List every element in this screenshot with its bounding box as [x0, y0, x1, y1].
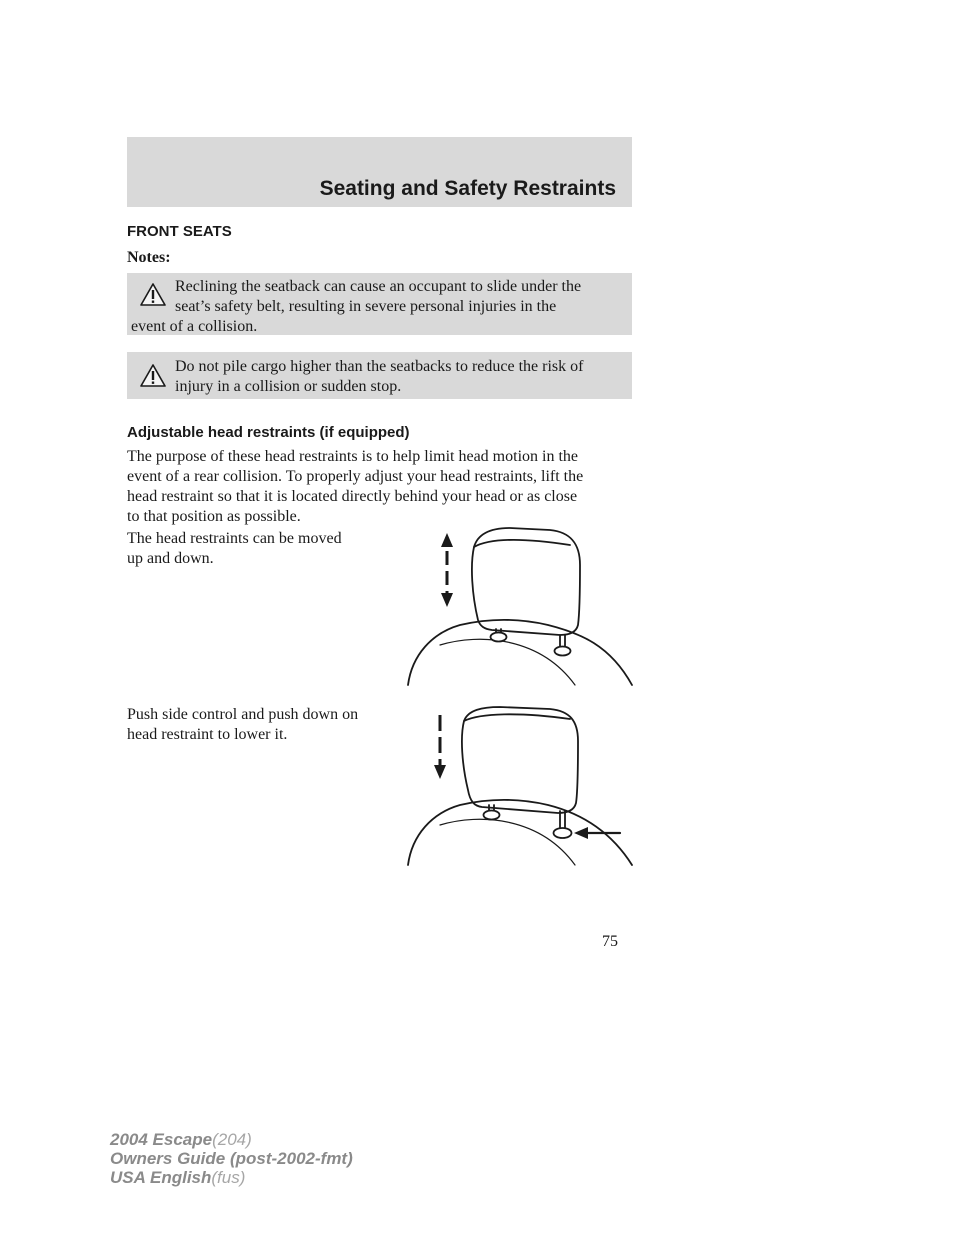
- intro-paragraph: [127, 447, 583, 527]
- footer-model-code: (204): [212, 1130, 252, 1149]
- head-restraint-up-down-illustration: [400, 525, 635, 690]
- footer-line-2: [110, 1149, 353, 1168]
- front-seats-heading: FRONT SEATS: [127, 223, 232, 240]
- footer-guide-name: Owners Guide (post-2002-fmt): [110, 1149, 353, 1168]
- page-number: 75: [602, 933, 618, 950]
- warning-triangle-icon: [140, 283, 166, 306]
- document-footer: [110, 1130, 353, 1187]
- intro-line: The purpose of these head restraints is to help limit head motion in the: [127, 448, 579, 465]
- section-header-band: [127, 137, 632, 207]
- step-line: The head restraints can be moved: [127, 530, 342, 547]
- intro-line: event of a rear collision. To properly adjust your head restraints, lift the: [127, 468, 584, 485]
- warning-triangle-icon: [140, 364, 166, 387]
- warning-text-line: injury in a collision or sudden stop.: [175, 378, 402, 395]
- step-line: up and down.: [127, 550, 214, 567]
- warning-text-line: Reclining the seatback can cause an occupant to slide under the: [175, 278, 582, 295]
- step-push-down: [127, 705, 358, 745]
- warning-text-line: event of a collision.: [131, 318, 258, 335]
- warning-box-cargo: [127, 352, 632, 399]
- section-header-title: Seating and Safety Restraints: [319, 177, 616, 200]
- step-line: Push side control and push down on: [127, 706, 359, 723]
- notes-label: Notes:: [127, 249, 171, 266]
- step-move-up-down: [127, 529, 342, 569]
- footer-language-code: (fus): [211, 1168, 246, 1187]
- head-restraints-heading: Adjustable head restraints (if equipped): [127, 424, 410, 441]
- footer-line-1: [110, 1130, 353, 1149]
- warning-text-line: seat’s safety belt, resulting in severe personal injuries in the: [175, 298, 557, 315]
- intro-line: to that position as possible.: [127, 508, 301, 525]
- intro-line: head restraint so that it is located directly behind your head or as close: [127, 488, 578, 505]
- footer-language: USA English: [110, 1168, 212, 1187]
- footer-model: 2004 Escape: [110, 1130, 213, 1149]
- warning-text-line: Do not pile cargo higher than the seatbacks to reduce the risk of: [175, 358, 584, 375]
- warning-box-recline: [127, 273, 632, 335]
- step-line: head restraint to lower it.: [127, 726, 288, 743]
- head-restraint-lower-illustration: [400, 705, 635, 870]
- footer-line-3: [110, 1168, 353, 1187]
